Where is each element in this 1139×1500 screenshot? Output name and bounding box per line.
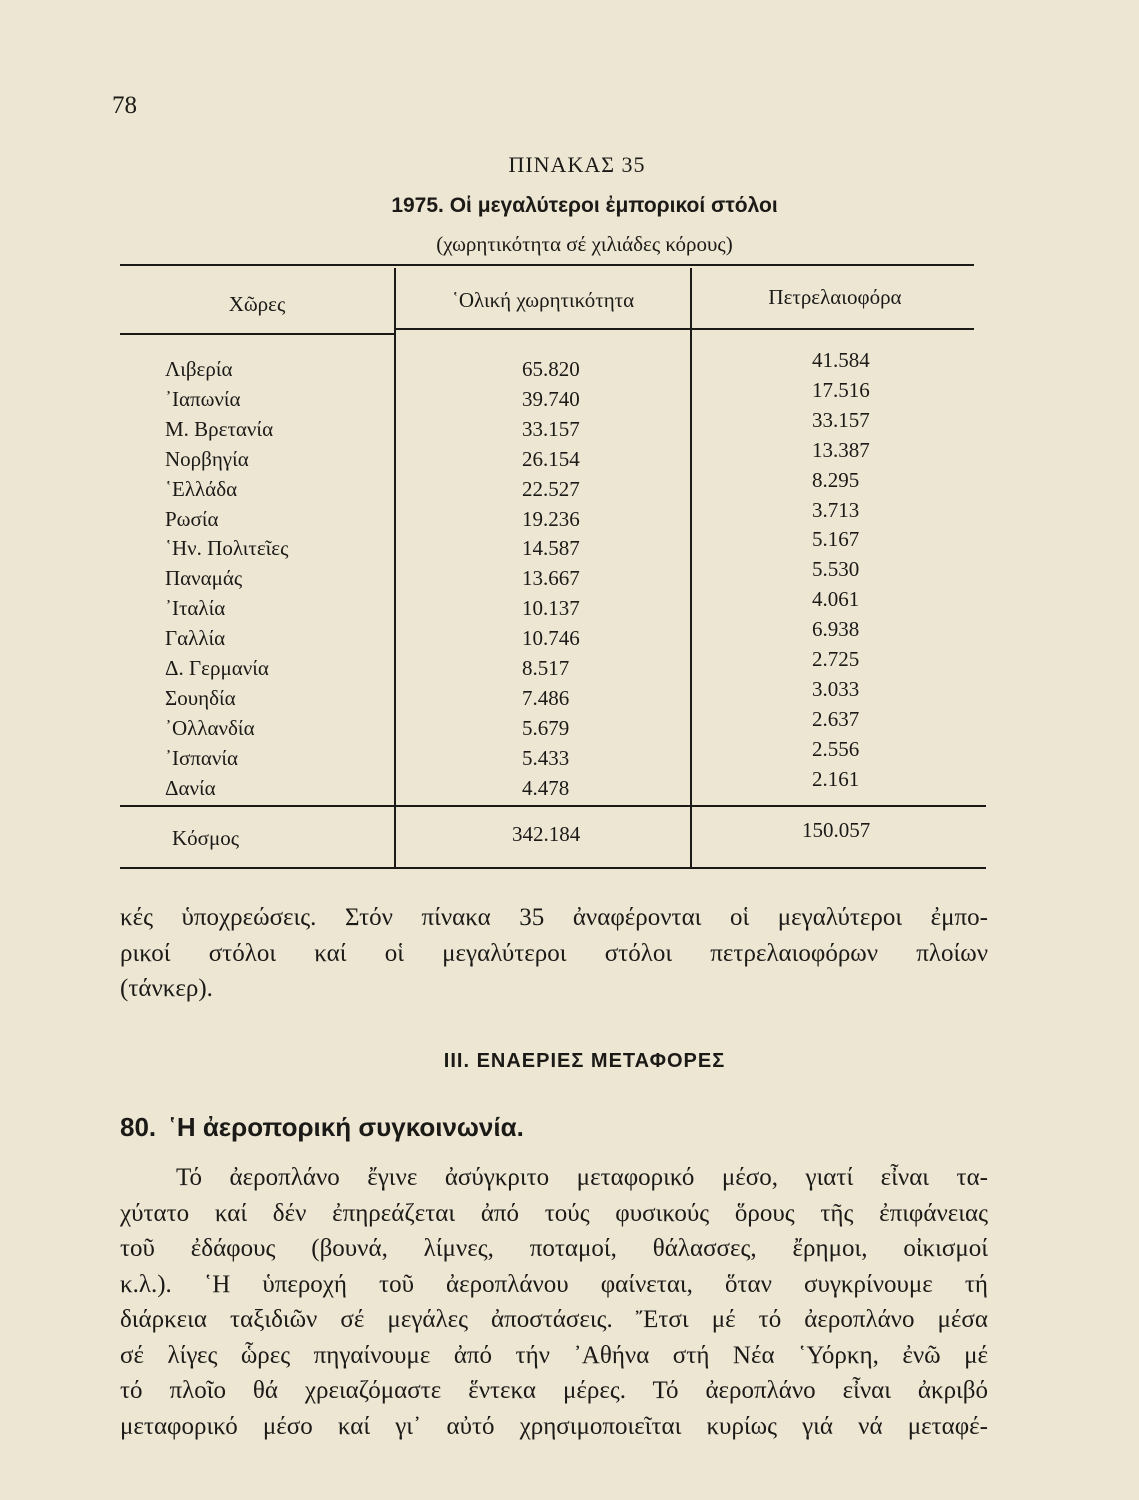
- text-line: τό πλοῖο θά χρειαζόμαστε ἕντεκα μέρες. Τό ἀεροπλάνο εἶναι ἀκριβό: [120, 1377, 988, 1404]
- table-subtitle: (χωρητικότητα σέ χιλιάδες κόρους): [436, 232, 733, 256]
- paragraph-table-reference: [120, 900, 988, 1007]
- table-body-bottom-rule: [120, 805, 986, 807]
- table-label: ΠΙΝΑΚΑΣ 35: [508, 152, 646, 177]
- table-divider-2: [690, 268, 692, 868]
- table-row-country: Δ. Γερμανία: [165, 656, 269, 681]
- table-row-total: 10.137: [522, 596, 580, 621]
- table-row-total: 65.820: [522, 357, 580, 381]
- table-row-country: ᾿Ολλανδία: [165, 715, 255, 740]
- table-row-tanker: 2.725: [812, 647, 860, 672]
- text-line: (τάνκερ).: [120, 975, 213, 1002]
- table-bottom-rule: [120, 867, 986, 869]
- table-row-tanker: 6.938: [812, 617, 860, 642]
- total-tonnage-column: [522, 355, 580, 804]
- table-row-tanker: 17.516: [812, 377, 870, 402]
- table-row-total: 5.433: [522, 745, 570, 770]
- table-title: 1975. Οἱ μεγαλύτεροι ἐμπορικοί στόλοι: [391, 194, 778, 217]
- section-heading: ΙΙΙ. ΕΝΑΕΡΙΕΣ ΜΕΤΑΦΟΡΕΣ: [443, 1050, 726, 1072]
- table-row-tanker: 2.637: [812, 706, 860, 731]
- table-row-tanker: 41.584: [812, 348, 870, 372]
- country-column: [165, 355, 288, 804]
- table-row-tanker: 2.161: [812, 766, 860, 791]
- header-countries: Χῶρες: [228, 292, 286, 316]
- table-row-tanker: 13.387: [812, 437, 870, 462]
- table-top-rule: [120, 264, 974, 266]
- table-row-total: 19.236: [522, 506, 580, 531]
- table-row-total: 8.517: [522, 656, 570, 681]
- subsection-number: 80.: [120, 1112, 157, 1142]
- table-row-country: Λιβερία: [165, 357, 233, 381]
- text-line: κές ὑποχρεώσεις. Στόν πίνακα 35 ἀναφέρονται οἱ μεγαλύτεροι ἐμπο-: [120, 904, 988, 931]
- world-total-tankers: 150.057: [802, 818, 871, 842]
- table-row-total: 10.746: [522, 626, 580, 651]
- table-row-tanker: 3.713: [812, 497, 860, 522]
- table-divider-1: [394, 268, 396, 868]
- table-row-total: 26.154: [522, 446, 580, 471]
- table-row-tanker: 4.061: [812, 587, 860, 612]
- table-row-tanker: 3.033: [812, 676, 860, 701]
- table-row-country: Σουηδία: [165, 685, 236, 710]
- text-line: μεταφορικό μέσο καί γι᾿ αὐτό χρησιμοποιεῖται κυρίως γιά νά μεταφέ-: [120, 1412, 988, 1440]
- table-row-tanker: 5.530: [812, 557, 860, 582]
- table-row-total: 4.478: [522, 775, 570, 800]
- table-row-country: Δανία: [165, 775, 216, 800]
- text-line: τοῦ ἐδάφους (βουνά, λίμνες, ποταμοί, θάλασσες, ἔρημοι, οἰκισμοί: [120, 1235, 988, 1262]
- table-row-country: ᾿Ιταλία: [165, 596, 226, 621]
- table-row-total: 13.667: [522, 566, 580, 591]
- text-line: κ.λ.). ῾Η ὑπεροχή τοῦ ἀεροπλάνου φαίνεται, ὅταν συγκρίνουμε τή: [120, 1270, 988, 1298]
- table-row-country: Γαλλία: [165, 626, 226, 651]
- table-row-total: 14.587: [522, 536, 580, 561]
- table-row-country: ᾿Ισπανία: [165, 745, 239, 770]
- table-row-country: ῾Ελλάδα: [165, 476, 238, 501]
- table-row-total: 33.157: [522, 416, 580, 441]
- table-row-total: 22.527: [522, 476, 580, 501]
- header-total-tonnage: ῾Ολική χωρητικότητα: [451, 288, 635, 312]
- world-total-label: Κόσμος: [172, 826, 240, 850]
- paragraph-air-transport: [120, 1160, 988, 1444]
- table-row-total: 5.679: [522, 715, 570, 740]
- table-header-rule-left: [120, 333, 396, 335]
- table-row-country: Παναμάς: [165, 566, 243, 591]
- header-tankers: Πετρελαιοφόρα: [768, 285, 902, 309]
- table-row-total: 7.486: [522, 685, 570, 710]
- table-row-tanker: 33.157: [812, 407, 870, 432]
- table-row-tanker: 5.167: [812, 527, 860, 552]
- subsection-title: ῾Η ἀεροπορική συγκοινωνία.: [168, 1112, 524, 1142]
- table-row-country: Μ. Βρετανία: [165, 416, 274, 441]
- table-header-rule-right: [394, 328, 974, 330]
- table-row-country: ᾿Ιαπωνία: [165, 386, 241, 411]
- table-row-total: 39.740: [522, 386, 580, 411]
- text-line: ρικοί στόλοι καί οἱ μεγαλύτεροι στόλοι πετρελαιοφόρων πλοίων: [120, 939, 988, 967]
- world-total-tonnage: 342.184: [512, 822, 581, 846]
- text-line: διάρκεια ταξιδιῶν σέ μεγάλες ἀποστάσεις. Ἔτσι μέ τό ἀεροπλάνο μέσα: [120, 1306, 988, 1333]
- text-line: Τό ἀεροπλάνο ἔγινε ἀσύγκριτο μεταφορικό μέσο, γιατί εἶναι τα-: [176, 1164, 988, 1191]
- table-row-tanker: 8.295: [812, 467, 860, 492]
- text-line: σέ λίγες ὧρες πηγαίνουμε ἀπό τήν ᾿Αθήνα στή Νέα ῾Υόρκη, ἐνῶ μέ: [120, 1341, 988, 1369]
- table-row-country: Ρωσία: [165, 506, 219, 531]
- table-row-tanker: 2.556: [812, 736, 860, 761]
- table-row-country: Νορβηγία: [165, 446, 249, 471]
- table-row-country: ῾Ην. Πολιτεῖες: [165, 536, 289, 561]
- subsection-heading: [120, 1112, 524, 1143]
- text-line: χύτατο καί δέν ἐπηρεάζεται ἀπό τούς φυσικούς ὅρους τῆς ἐπιφάνειας: [120, 1199, 988, 1227]
- tanker-column: [812, 346, 870, 795]
- page-number: 78: [112, 92, 137, 119]
